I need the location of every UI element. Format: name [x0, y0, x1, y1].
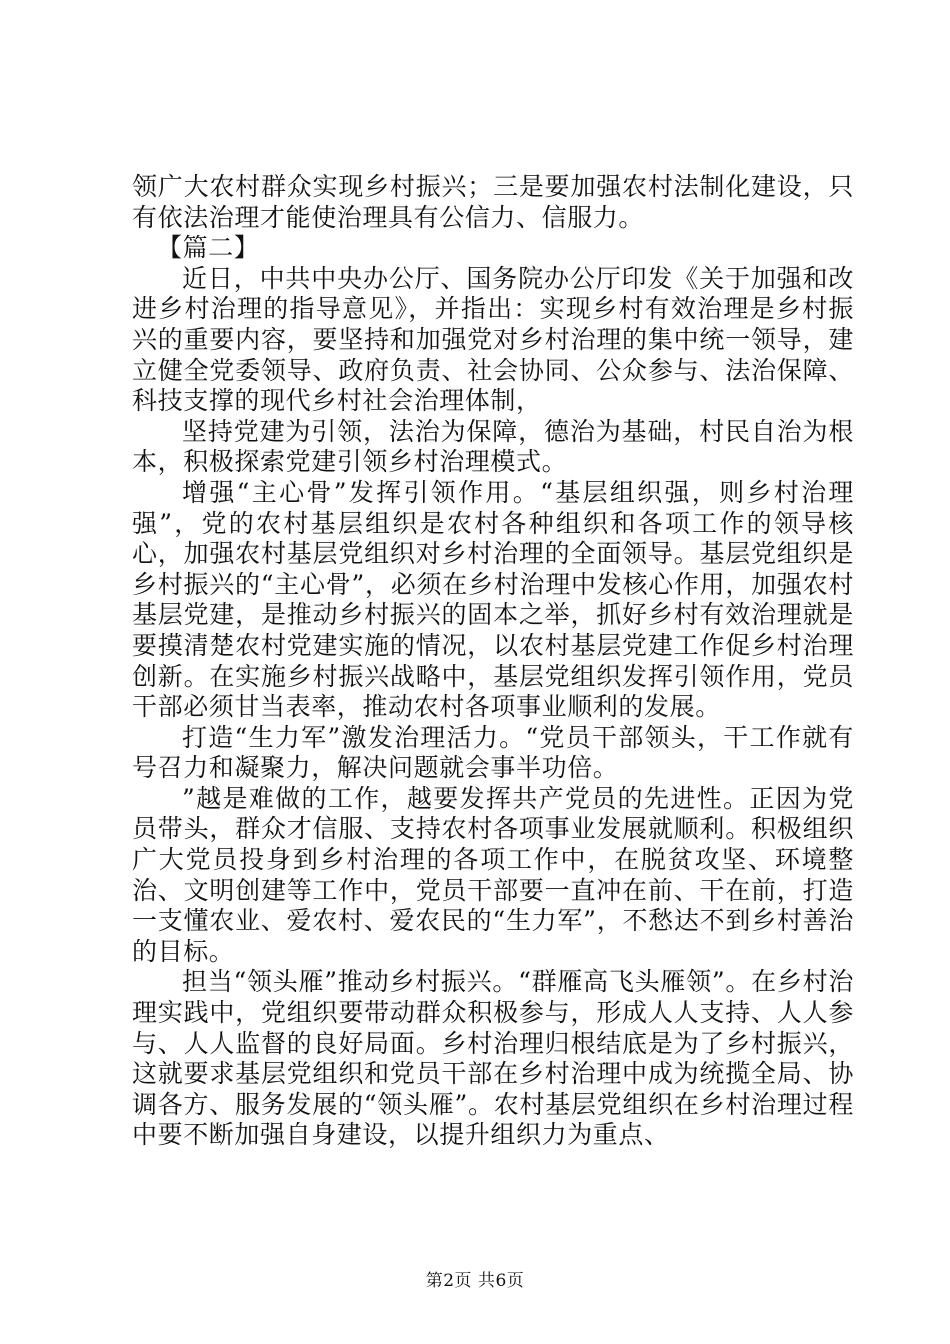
section-heading: 【篇二】: [157, 233, 260, 263]
page-number-footer: 第2页 共6页: [425, 1271, 525, 1291]
paragraph: 打造“生力军”激发治理活力。“党员干部领头，干工作就有号召力和凝聚力，解决问题就会事半功倍。: [132, 722, 854, 783]
paragraph-continuation: 领广大农村群众实现乡村振兴；三是要加强农村法制化建设，只有依法治理才能使治理具有公信力、信服力。: [132, 172, 854, 232]
paragraph: ”越是难做的工作，越要发挥共产党员的先进性。正因为党员带头，群众才信服、支持农村各项事业发展就顺利。积极组织广大党员投身到乡村治理的各项工作中，在脱贫攻坚、环境整治、文明创建等工作中，党员干部要一直冲在前、干在前，打造一支懂农业、爱农村、爱农民的“生力军”，不愁达不到乡村善治的目标。: [132, 783, 854, 966]
paragraph: 担当“领头雁”推动乡村振兴。“群雁高飞头雁领”。在乡村治理实践中，党组织要带动群众积极参与，形成人人支持、人人参与、人人监督的良好局面。乡村治理归根结底是为了乡村振兴，这就要求基层党组织和党员干部在乡村治理中成为统揽全局、协调各方、服务发展的“领头雁”。农村基层党组织在乡村治理过程中要不断加强自身建设，以提升组织力为重点、: [132, 967, 854, 1150]
paragraph: 坚持党建为引领，法治为保障，德治为基础，村民自治为根本，积极探索党建引领乡村治理模式。: [132, 416, 854, 477]
paragraph: 近日，中共中央办公厅、国务院办公厅印发《关于加强和改进乡村治理的指导意见》，并指出：实现乡村有效治理是乡村振兴的重要内容，要坚持和加强党对乡村治理的集中统一领导，建立健全党委领导、政府负责、社会协同、公众参与、法治保障、科技支撑的现代乡村社会治理体制，: [132, 263, 854, 416]
paragraph: 增强“主心骨”发挥引领作用。“基层组织强，则乡村治理强”，党的农村基层组织是农村各种组织和各项工作的领导核心，加强农村基层党组织对乡村治理的全面领导。基层党组织是乡村振兴的“主心骨”，必须在乡村治理中发核心作用，加强农村基层党建，是推动乡村振兴的固本之举，抓好乡村有效治理就是要摸清楚农村党建实施的情况，以农村基层党建工作促乡村治理创新。在实施乡村振兴战略中，基层党组织发挥引领作用，党员干部必须甘当表率，推动农村各项事业顺利的发展。: [132, 477, 854, 722]
document-body: [132, 172, 854, 1151]
